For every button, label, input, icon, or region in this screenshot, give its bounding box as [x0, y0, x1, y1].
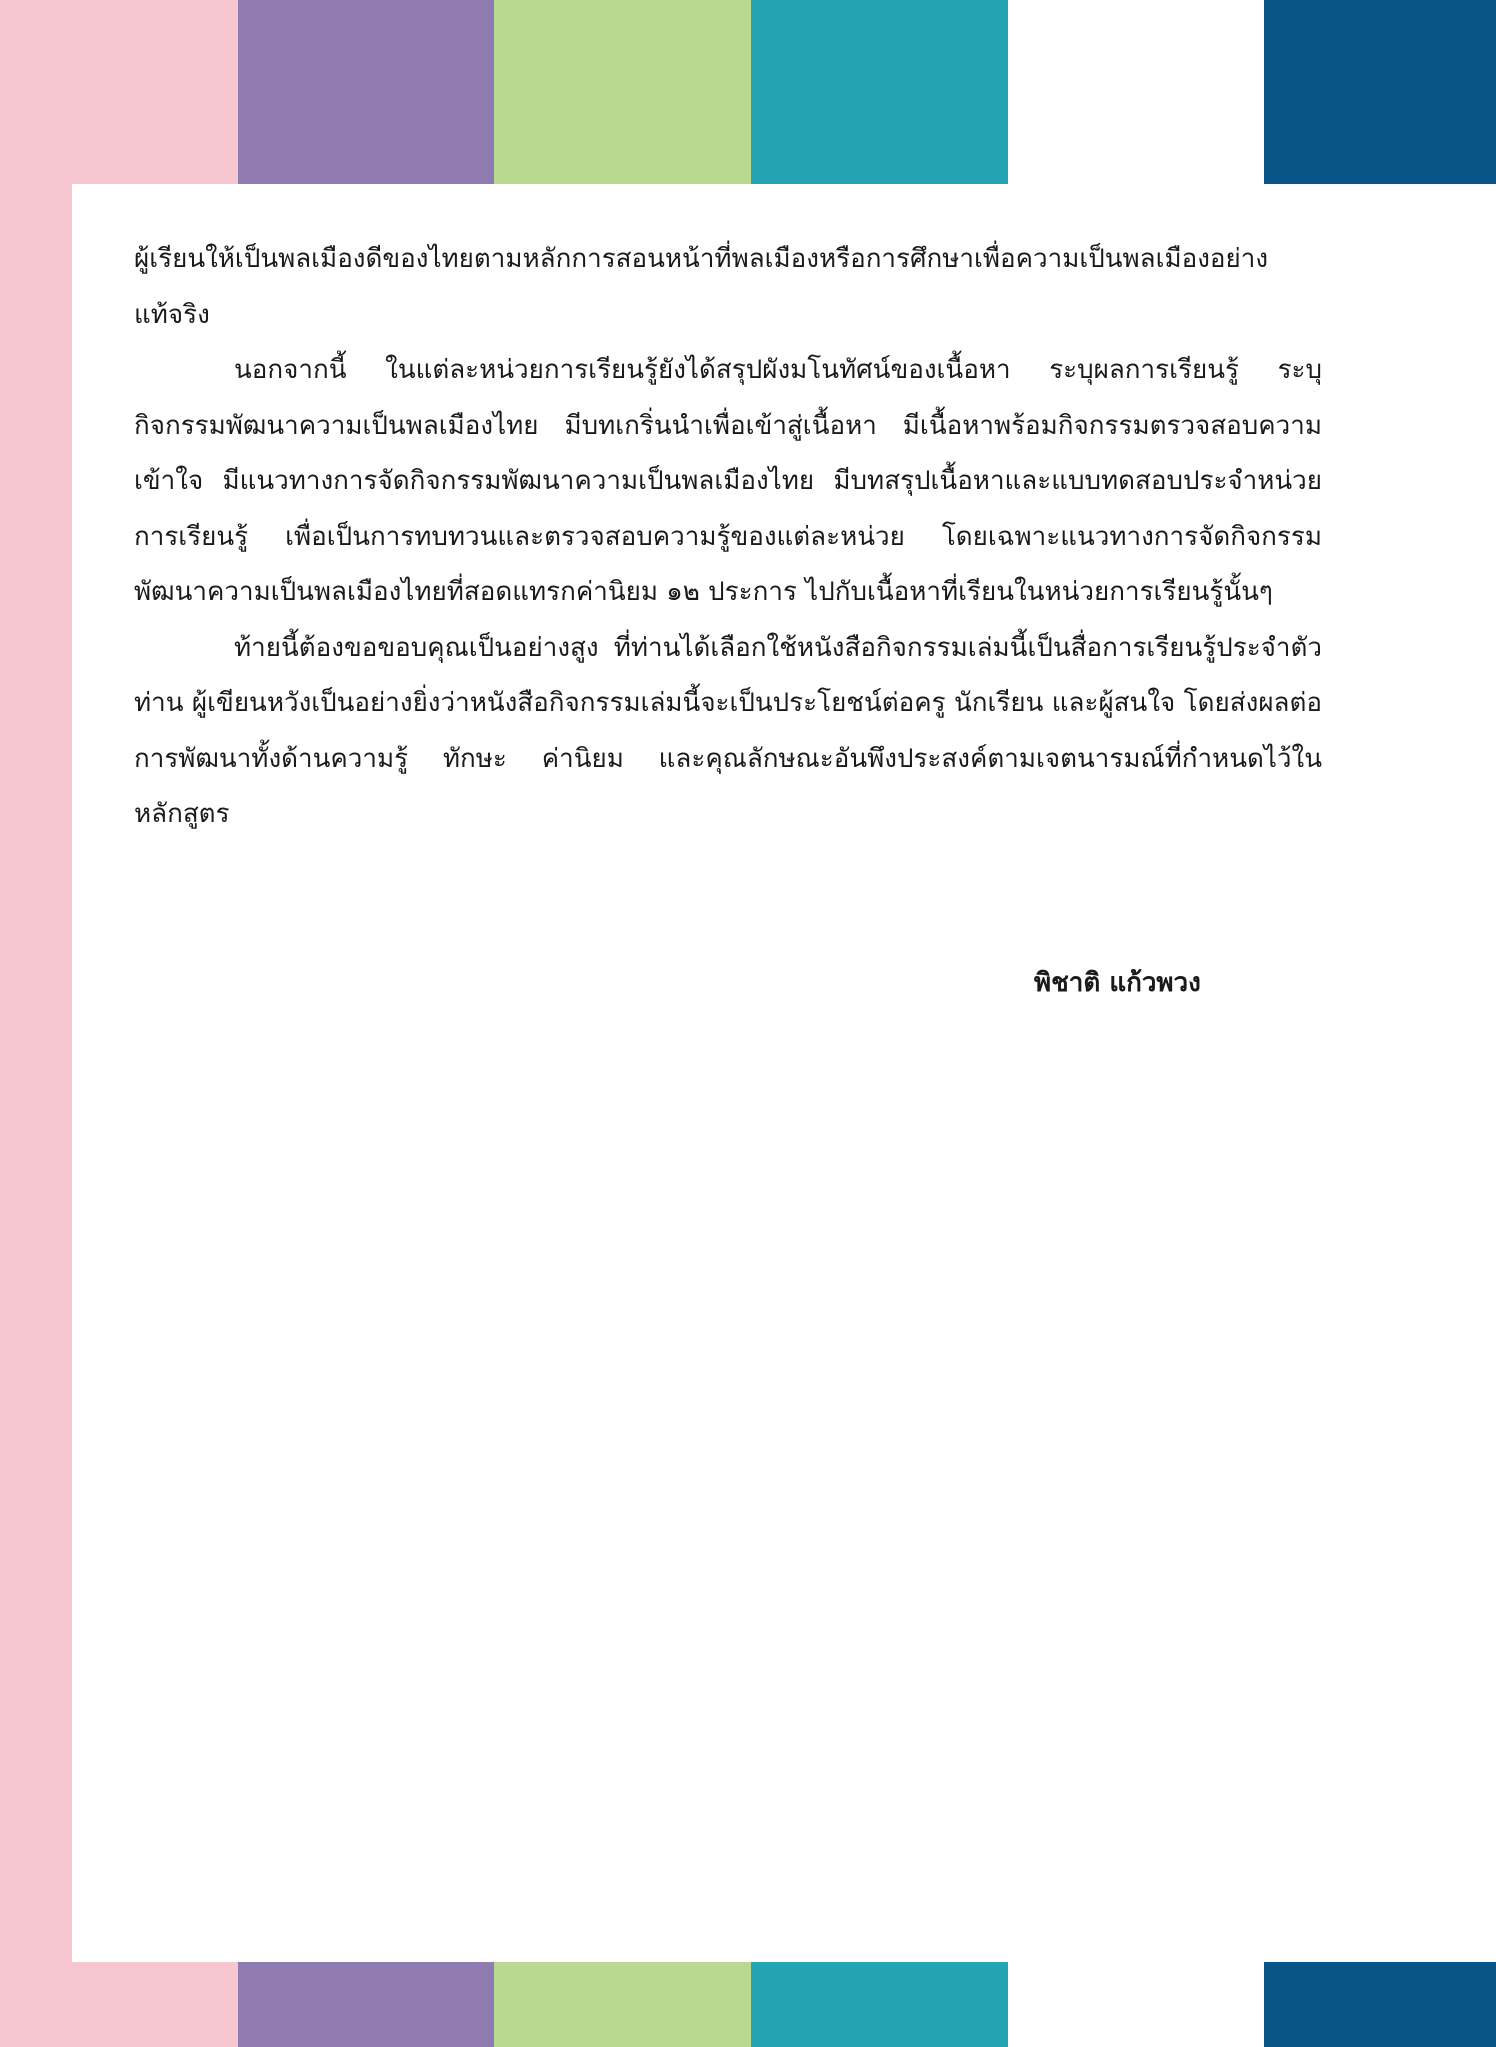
bottom-stripe-pink: [0, 1962, 238, 2047]
document-body: [134, 232, 1322, 843]
left-pink-band: [0, 0, 72, 2047]
paragraph-1: ผู้เรียนให้เป็นพลเมืองดีของไทยตามหลักการสอนหน้าที่พลเมืองหรือการศึกษาเพื่อความเป็นพลเมืองอย่างแท้จริง: [134, 244, 1269, 330]
bottom-stripe-purple: [238, 1962, 494, 2047]
bottom-stripe-navy: [1264, 1962, 1496, 2047]
top-stripe-navy: [1264, 0, 1496, 184]
bottom-color-stripes: [0, 1962, 1496, 2047]
bottom-stripe-white: [1008, 1962, 1264, 2047]
bottom-stripe-teal: [751, 1962, 1008, 2047]
top-stripe-purple: [238, 0, 494, 184]
bottom-stripe-green: [494, 1962, 751, 2047]
top-color-stripes: [0, 0, 1496, 184]
top-stripe-teal: [751, 0, 1008, 184]
paragraph-3: ท้ายนี้ต้องขอขอบคุณเป็นอย่างสูง ที่ท่านได้เลือกใช้หนังสือกิจกรรมเล่มนี้เป็นสื่อการเรียนรู้ประจำตัวท่าน ผู้เขียนหวังเป็นอย่างยิ่งว่าหนังสือกิจกรรมเล่มนี้จะเป็นประโยชน์ต่อครู นักเรียน และผู้สนใจ โดยส่งผลต่อการพัฒนาทั้งด้านความรู้ ทักษะ ค่านิยม และคุณลักษณะอันพึงประสงค์ตามเจตนารมณ์ที่กำหนดไว้ในหลักสูตร: [134, 632, 1322, 829]
top-stripe-pink: [0, 0, 238, 184]
paragraph-2: นอกจากนี้ ในแต่ละหน่วยการเรียนรู้ยังได้สรุปผังมโนทัศน์ของเนื้อหา ระบุผลการเรียนรู้ ระบุกิจกรรมพัฒนาความเป็นพลเมืองไทย มีบทเกริ่นนำเพื่อเข้าสู่เนื้อหา มีเนื้อหาพร้อมกิจกรรมตรวจสอบความเข้าใจ มีแนวทางการจัดกิจกรรมพัฒนาความเป็นพลเมืองไทย มีบทสรุปเนื้อหาและแบบทดสอบประจำหน่วยการเรียนรู้ เพื่อเป็นการทบทวนและตรวจสอบความรู้ของแต่ละหน่วย โดยเฉพาะแนวทางการจัดกิจกรรมพัฒนาความเป็นพลเมืองไทยที่สอดแทรกค่านิยม ๑๒ ประการ ไปกับเนื้อหาที่เรียนในหน่วยการเรียนรู้นั้นๆ: [134, 355, 1322, 607]
top-stripe-white: [1008, 0, 1264, 184]
top-stripe-green: [494, 0, 751, 184]
author-signature: พิชาติ แก้วพวง: [1034, 968, 1201, 998]
